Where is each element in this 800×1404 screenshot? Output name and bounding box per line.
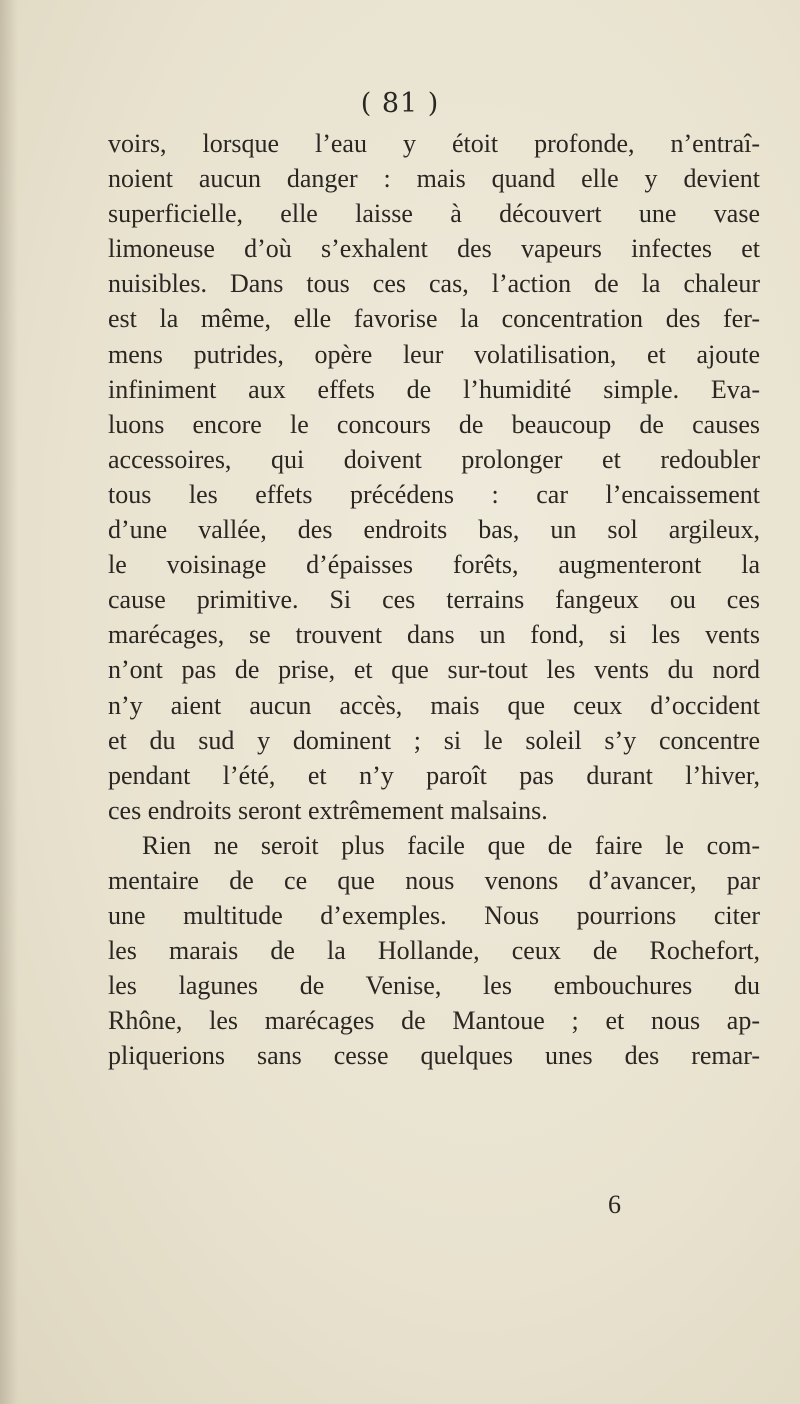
text-line: pliquerions sans cesse quelques unes des remar- <box>108 1041 760 1071</box>
text-line: une multitude d’exemples. Nous pourrions citer <box>108 901 760 931</box>
text-line: superficielle, elle laisse à découvert une vase <box>108 199 760 229</box>
text-line: nuisibles. Dans tous ces cas, l’action de la chaleur <box>108 269 760 299</box>
text-line: le voisinage d’épaisses forêts, augmenteront la <box>108 550 760 580</box>
text-line: mentaire de ce que nous venons d’avancer, par <box>108 865 760 895</box>
signature-mark: 6 <box>608 1190 621 1219</box>
text-line: cause primitive. Si ces terrains fangeux ou ces <box>108 585 760 615</box>
body-text <box>108 126 760 1074</box>
text-line: infiniment aux effets de l’humidité simple. Eva- <box>108 374 760 404</box>
text-line: marécages, se trouvent dans un fond, si les vents <box>108 620 760 650</box>
text-line: et du sud y dominent ; si le soleil s’y concentre <box>108 725 760 755</box>
text-line: accessoires, qui doivent prolonger et redoubler <box>108 444 760 474</box>
text-line: Rien ne seroit plus facile que de faire le com- <box>142 830 760 860</box>
text-line: limoneuse d’où s’exhalent des vapeurs infectes et <box>108 234 760 264</box>
page-number: ( 81 ) <box>360 88 440 119</box>
text-line: pendant l’été, et n’y paroît pas durant l’hiver, <box>108 760 760 790</box>
text-line: n’y aient aucun accès, mais que ceux d’occident <box>108 690 760 720</box>
text-line: luons encore le concours de beaucoup de causes <box>108 409 760 439</box>
text-line: est la même, elle favorise la concentration des fer- <box>108 304 760 334</box>
text-line: n’ont pas de prise, et que sur-tout les vents du nord <box>108 655 760 685</box>
text-line: les marais de la Hollande, ceux de Rochefort, <box>108 936 760 966</box>
text-line: d’une vallée, des endroits bas, un sol argileux, <box>108 515 760 545</box>
text-line: ces endroits seront extrêmement malsains. <box>108 795 548 825</box>
text-line: tous les effets précédens : car l’encaissement <box>108 479 760 509</box>
text-line: Rhône, les marécages de Mantoue ; et nous ap- <box>108 1006 760 1036</box>
page-edge-shadow <box>0 0 18 1404</box>
text-line: les lagunes de Venise, les embouchures du <box>108 971 760 1001</box>
text-line: voirs, lorsque l’eau y étoit profonde, n’entraî- <box>108 129 760 158</box>
text-line: noient aucun danger : mais quand elle y devient <box>108 164 760 194</box>
text-line: mens putrides, opère leur volatilisation, et ajoute <box>108 339 760 369</box>
